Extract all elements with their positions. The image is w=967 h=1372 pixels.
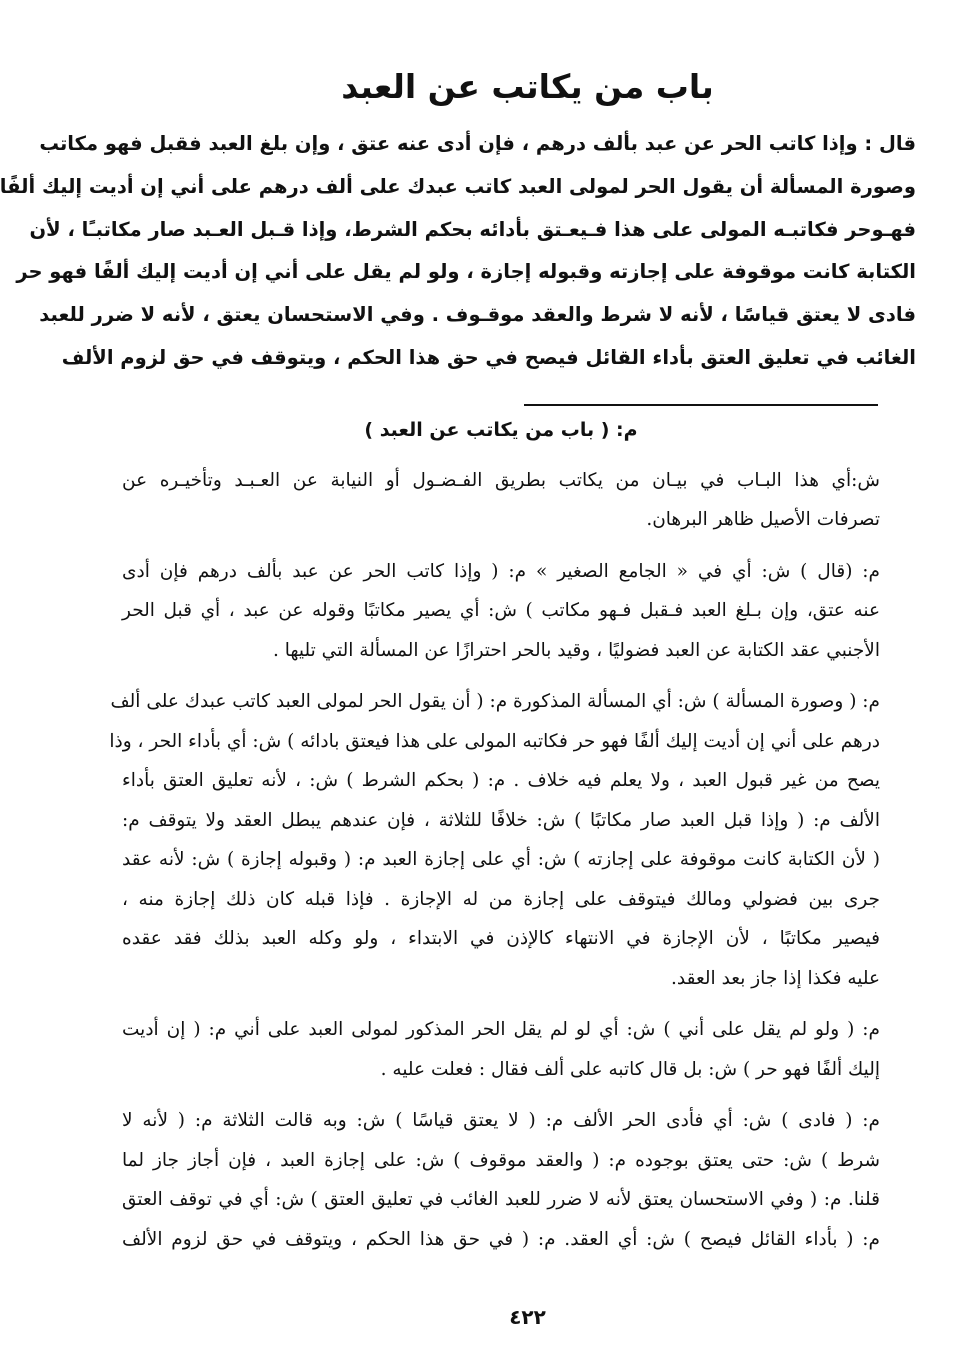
commentary-line: الألف م: ( وإذا قبل العبد صار مكاتبًا ) ش: خلافًا للثلاثة ، فإن عندهم يبطل العقد ولا يتوقف م: [122,809,880,831]
page-number: ٤٢٢ [509,1305,546,1329]
commentary-block [109,411,880,1271]
commentary-subtitle: م: ( باب من يكاتب عن العبد ) [364,419,638,441]
commentary-line: م: ( وصورة المسألة ) ش: أي المسألة المذكورة م: ( أن يقول الحر لمولى العبد كاتب عبدك على ألف [110,691,880,712]
matn-line: فهـوحر فكاتبـه المولى على هذا فـيعـتق بأدائه بحكم الشرط، وإذا قـبل العـبد صار مكاتبـًا ، لأن [29,217,916,241]
commentary-paragraph [122,1101,880,1259]
commentary-line: يصح من غير قبول العبد ، ولا يعلم فيه خلاف . م: ( بحكم الشرط ) ش: ، لأنه تعليق العتق بأداء [122,770,880,791]
commentary-line: عليه فكذا إذا جاز بعد العقد. [671,967,880,989]
matn-text-block [0,123,916,380]
matn-line: فادى لا يعتق قياسًا ، لأنه لا شرط والعقد موقـوف . وفي الاستحسان يعتق ، لأنه لا ضرر للعبد [39,303,916,327]
commentary-line: ش:أي هذا البـاب في بيـان من يكاتب بطريق الفـضـول أو النيابة عن العـبـد وتأخيـره عن [122,469,880,491]
chapter-title: باب من يكاتب عن العبد [341,67,714,106]
commentary-paragraph [109,682,880,998]
commentary-line: الأجنبي عقد الكتابة عن العبد فضوليًا ، وقيد بالحر احترازًا عن المسألة التي تليها . [272,639,880,661]
commentary-line: جرى بين فضولي ومالك فيتوقف على إجازة من له الإجازة . فإذا قبله كان ذلك إجازة منه ، [122,888,880,910]
commentary-line: م: ( فادى ) ش: أي فأدى الحر الألف م: ( لا يعتق قياسًا ) ش: وبه قالت الثلاثة م: ( لأنه لا [122,1110,880,1131]
matn-line: الكتابة كانت موقوفة على إجازته وقبوله إجازة ، ولو لم يقل على أني إن أديت إليك ألفًا فهو حر [16,260,916,284]
commentary-line: شرط ) ش: حتى يعتق بوجوده م: ( والعقد موقوف ) ش: على إجازة العبد ، فإن أجاز جاز لما [122,1149,880,1171]
commentary-line: تصرفات الأصيل ظاهر البرهان. [646,509,880,530]
commentary-line: درهم على أني إن أديت إليك ألفًا فهو حر فكاتبه المولى على هذا فيعتق بادائه ) ش: أي بأداء الحر ، وذا [109,730,880,752]
commentary-line: إليك ألفًا فهو حر ) ش: بل قال كاتبه على ألف فقال : فعلت عليه . [380,1058,880,1080]
commentary-line: عنه عتق، وإن بـلغ العبد فـقبل فـهو مكاتب ) ش: أي يصير مكاتبًا وقوله عن عبد ، أي قبل الحر [122,600,880,621]
section-divider [524,404,878,406]
commentary-line: م: ( ولو لم يقل على أني ) ش: أي لو لم يقل الحر المذكور لمولى العبد على أني م: ( إن أديت [122,1019,880,1040]
commentary-line: فيصير مكاتبًا ، لأن الإجازة في الانتهاء كالإذن في الابتداء ، ولو وكله العبد بذلك فقد عقده [122,928,880,949]
commentary-line: ( لأن الكتابة كانت موقوفة على إجازته ) ش: أي على إجازة العبد م: ( وقبوله إجازة ) ش: لأنه عقد [122,849,880,870]
matn-line: الغائب في تعليق العتق بأداء القائل فيصح في حق هذا الحكم ، ويتوقف في حق لزوم الألف [61,345,916,369]
commentary-line: م: (قال ) ش: أي في « الجامع الصغير » م: ( وإذا كاتب الحر عن عبد بألف درهم فإن أدى [122,560,880,582]
commentary-line: م: ( بأداء القائل فيصح ) ش: أي العقد. م: ( في حق هذا الحكم ، ويتوقف في حق لزوم الألف [122,1228,880,1250]
matn-line: وصورة المسألة أن يقول الحر لمولى العبد كاتب عبدك على ألف درهم على أني إن أديت إليك ألفًا [0,174,916,198]
commentary-paragraph [122,1010,880,1089]
commentary-paragraph [122,461,880,540]
commentary-line: قلنا. م: ( وفي الاستحسان يعتق لأنه لا ضرر للعبد الغائب في تعليق العتق ) ش: أي في توقف العتق [122,1189,880,1210]
commentary-paragraph [122,552,880,671]
matn-line: قال : وإذا كاتب الحر عن عبد بألف درهم ، فإن أدى عنه عتق ، وإن بلغ العبد فقبل فهو مكاتب [39,132,916,155]
